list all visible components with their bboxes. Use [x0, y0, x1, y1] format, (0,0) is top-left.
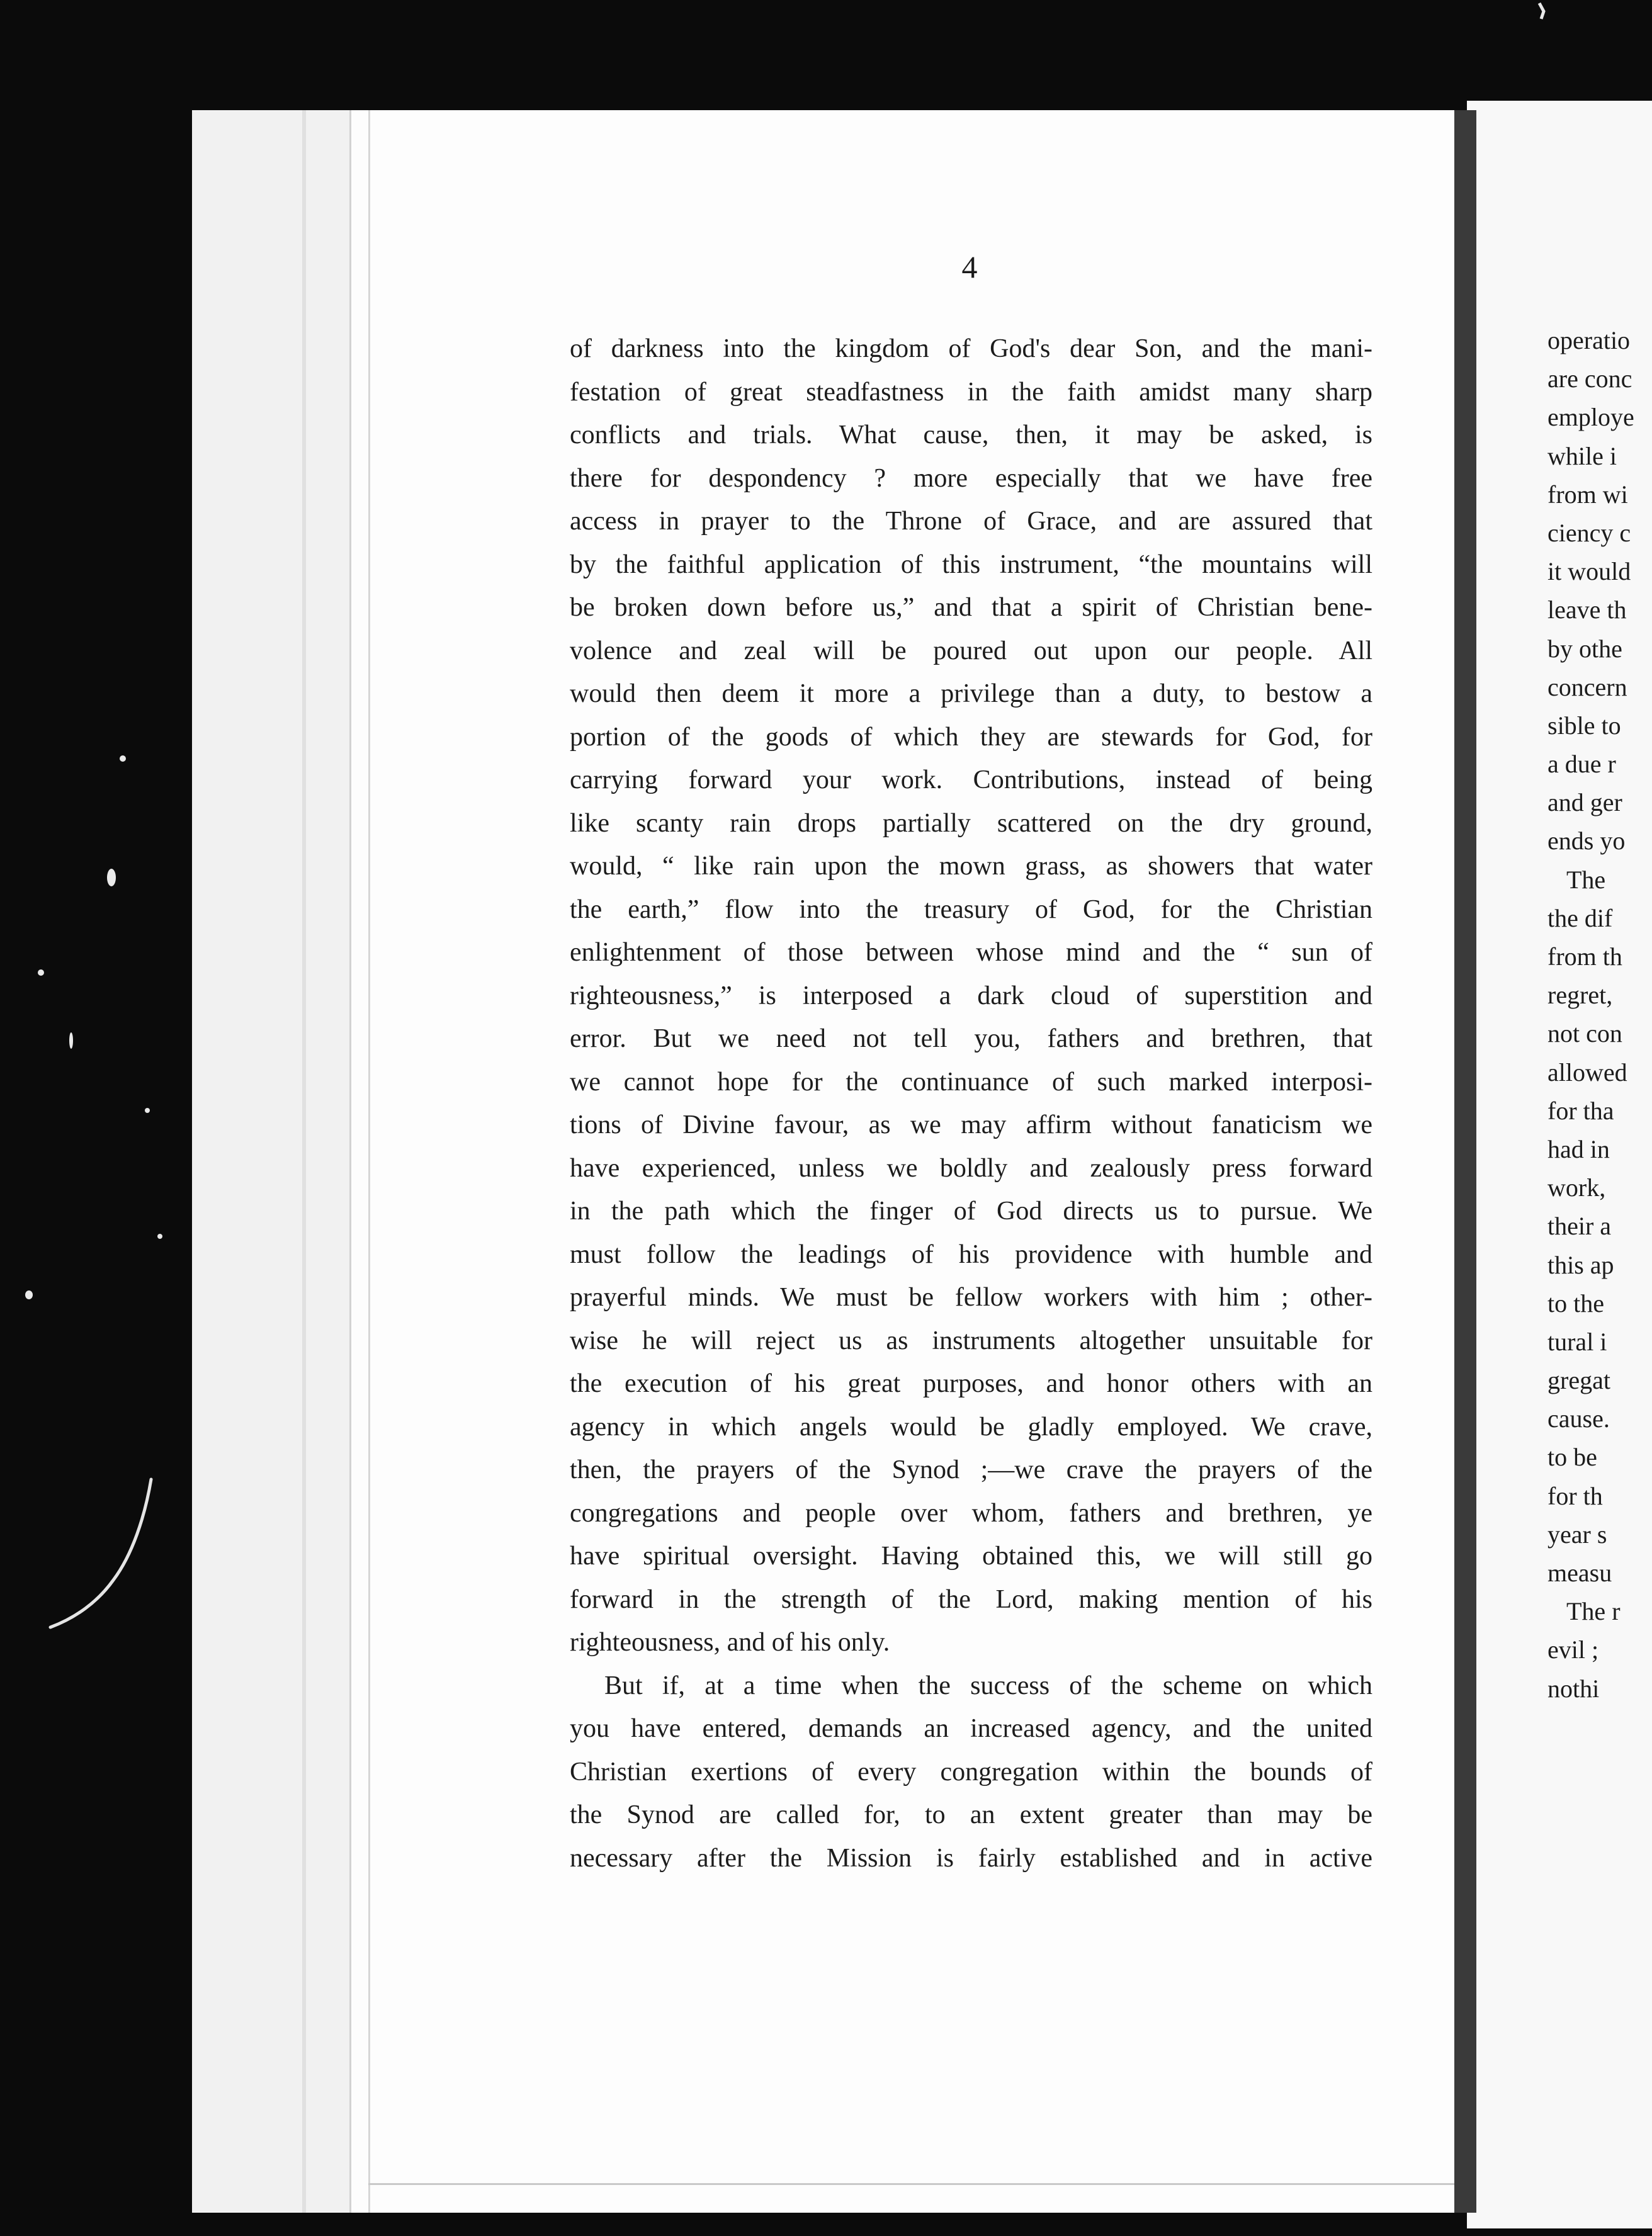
- text-line: have experienced, unless we boldly and zealously press forward: [570, 1153, 1372, 1183]
- right-page-line-fragment: leave th: [1547, 596, 1627, 624]
- gutter-shadow: [1454, 110, 1476, 2213]
- text-line: Christian exertions of every congregation within the bounds of: [570, 1757, 1372, 1787]
- right-page-line-fragment: from th: [1547, 942, 1622, 971]
- text-line: the execution of his great purposes, and honor others with an: [570, 1369, 1372, 1398]
- right-page-line-fragment: nothi: [1547, 1674, 1600, 1703]
- scan-speck: [107, 869, 116, 886]
- text-line: tions of Divine favour, as we may affirm without fanaticism we: [570, 1110, 1372, 1139]
- text-line: carrying forward your work. Contributions, instead of being: [570, 765, 1372, 794]
- right-page-line-fragment: The r: [1566, 1597, 1621, 1626]
- right-page-line-fragment: year s: [1547, 1520, 1607, 1549]
- right-page-line-fragment: the dif: [1547, 903, 1613, 932]
- right-page-line-fragment: The: [1566, 865, 1606, 894]
- page-number: 4: [961, 249, 978, 285]
- text-line: righteousness,” is interposed a dark cloud of superstition and: [570, 981, 1372, 1010]
- scan-speck: [38, 969, 44, 976]
- text-line: we cannot hope for the continuance of such marked interposi-: [570, 1067, 1372, 1097]
- right-page-line-fragment: their a: [1547, 1212, 1612, 1241]
- text-line: like scanty rain drops partially scattered on the dry ground,: [570, 808, 1372, 838]
- scan-speck: [145, 1108, 150, 1113]
- scan-speck: [25, 1290, 33, 1299]
- text-line: enlightenment of those between whose mind and the “ sun of: [570, 938, 1372, 967]
- right-page-line-fragment: a due r: [1547, 750, 1616, 779]
- right-page-line-fragment: not con: [1547, 1019, 1622, 1048]
- right-page-line-fragment: from wi: [1547, 480, 1628, 509]
- text-line: have spiritual oversight. Having obtained this, we will still go: [570, 1542, 1372, 1571]
- right-page-line-fragment: employe: [1547, 403, 1634, 432]
- page-binding-edge: [192, 110, 351, 2213]
- right-page-line-fragment: while i: [1547, 441, 1617, 470]
- right-page-line-fragment: for th: [1547, 1481, 1603, 1510]
- right-page-line-fragment: are conc: [1547, 364, 1632, 393]
- right-page-line-fragment: operatio: [1547, 326, 1631, 354]
- text-line: be broken down before us,” and that a spirit of Christian bene-: [570, 593, 1372, 622]
- text-line: volence and zeal will be poured out upon our people. All: [570, 636, 1372, 665]
- right-page-line-fragment: ends yo: [1547, 827, 1626, 855]
- text-line: by the faithful application of this instrument, “the mountains will: [570, 550, 1372, 579]
- text-line: righteousness, and of his only.: [570, 1628, 890, 1657]
- scan-speck: [69, 1032, 73, 1049]
- text-line: necessary after the Mission is fairly established and in active: [570, 1843, 1372, 1873]
- text-line: portion of the goods of which they are stewards for God, for: [570, 722, 1372, 752]
- text-line: forward in the strength of the Lord, making mention of his: [570, 1584, 1372, 1614]
- text-line: agency in which angels would be gladly employed. We crave,: [570, 1412, 1372, 1442]
- right-page-line-fragment: to be: [1547, 1443, 1597, 1472]
- scan-speck-top: [1530, 0, 1555, 25]
- text-line: wise he will reject us as instruments altogether unsuitable for: [570, 1326, 1372, 1355]
- right-page-line-fragment: it would: [1547, 557, 1631, 586]
- text-line: congregations and people over whom, fathers and brethren, ye: [570, 1498, 1372, 1528]
- right-page-line-fragment: gregat: [1547, 1366, 1610, 1395]
- text-line: in the path which the finger of God directs us to pursue. We: [570, 1197, 1372, 1226]
- right-page-line-fragment: for tha: [1547, 1096, 1614, 1125]
- right-page-line-fragment: concern: [1547, 672, 1627, 701]
- right-page-line-fragment: had in: [1547, 1134, 1610, 1163]
- text-line: the earth,” flow into the treasury of God, for the Christian: [570, 895, 1372, 924]
- right-page-line-fragment: cause.: [1547, 1404, 1610, 1433]
- right-page-line-fragment: allowed: [1547, 1058, 1627, 1087]
- right-page-line-fragment: by othe: [1547, 634, 1622, 663]
- binding-line: [302, 110, 306, 2213]
- text-line: prayerful minds. We must be fellow workers with him ; other-: [570, 1283, 1372, 1312]
- body-text: [570, 327, 1372, 1880]
- right-page-line-fragment: measu: [1547, 1559, 1612, 1587]
- right-page-line-fragment: evil ;: [1547, 1635, 1599, 1664]
- text-line: But if, at a time when the success of the scheme on which: [604, 1671, 1372, 1700]
- text-line: you have entered, demands an increased agency, and the united: [570, 1714, 1372, 1743]
- right-page-line-fragment: sible to: [1547, 711, 1621, 740]
- text-line: then, the prayers of the Synod ;—we crave the prayers of the: [570, 1455, 1372, 1484]
- text-block-margin-line: [368, 110, 370, 2213]
- right-page-line-fragment: tural i: [1547, 1327, 1607, 1356]
- text-line: conflicts and trials. What cause, then, it may be asked, is: [570, 421, 1372, 449]
- text-line: would then deem it more a privilege than a duty, to bestow a: [570, 679, 1372, 708]
- scan-scratch-mark: [38, 1467, 164, 1630]
- right-page-line-fragment: and ger: [1547, 788, 1622, 817]
- text-line: of darkness into the kingdom of God's dear Son, and the mani-: [570, 334, 1372, 363]
- right-page-line-fragment: work,: [1547, 1173, 1606, 1202]
- right-page-line-fragment: regret,: [1547, 981, 1613, 1010]
- right-page-line-fragment: this ap: [1547, 1250, 1614, 1279]
- scan-speck: [120, 755, 126, 762]
- text-line: the Synod are called for, to an extent greater than may be: [570, 1800, 1372, 1829]
- text-line: would, “ like rain upon the mown grass, as showers that water: [570, 852, 1372, 881]
- text-line: error. But we need not tell you, fathers and brethren, that: [570, 1024, 1372, 1053]
- right-page-line-fragment: ciency c: [1547, 518, 1631, 547]
- text-line: must follow the leadings of his providence with humble and: [570, 1239, 1372, 1269]
- right-page-text-fragments: [1547, 321, 1652, 1708]
- text-line: there for despondency ? more especially that we have free: [570, 463, 1372, 493]
- page-bottom-edge: [368, 2183, 1464, 2185]
- scan-speck: [157, 1234, 162, 1239]
- text-line: festation of great steadfastness in the faith amidst many sharp: [570, 377, 1372, 407]
- right-page-line-fragment: to the: [1547, 1289, 1604, 1318]
- text-line: access in prayer to the Throne of Grace, and are assured that: [570, 507, 1372, 536]
